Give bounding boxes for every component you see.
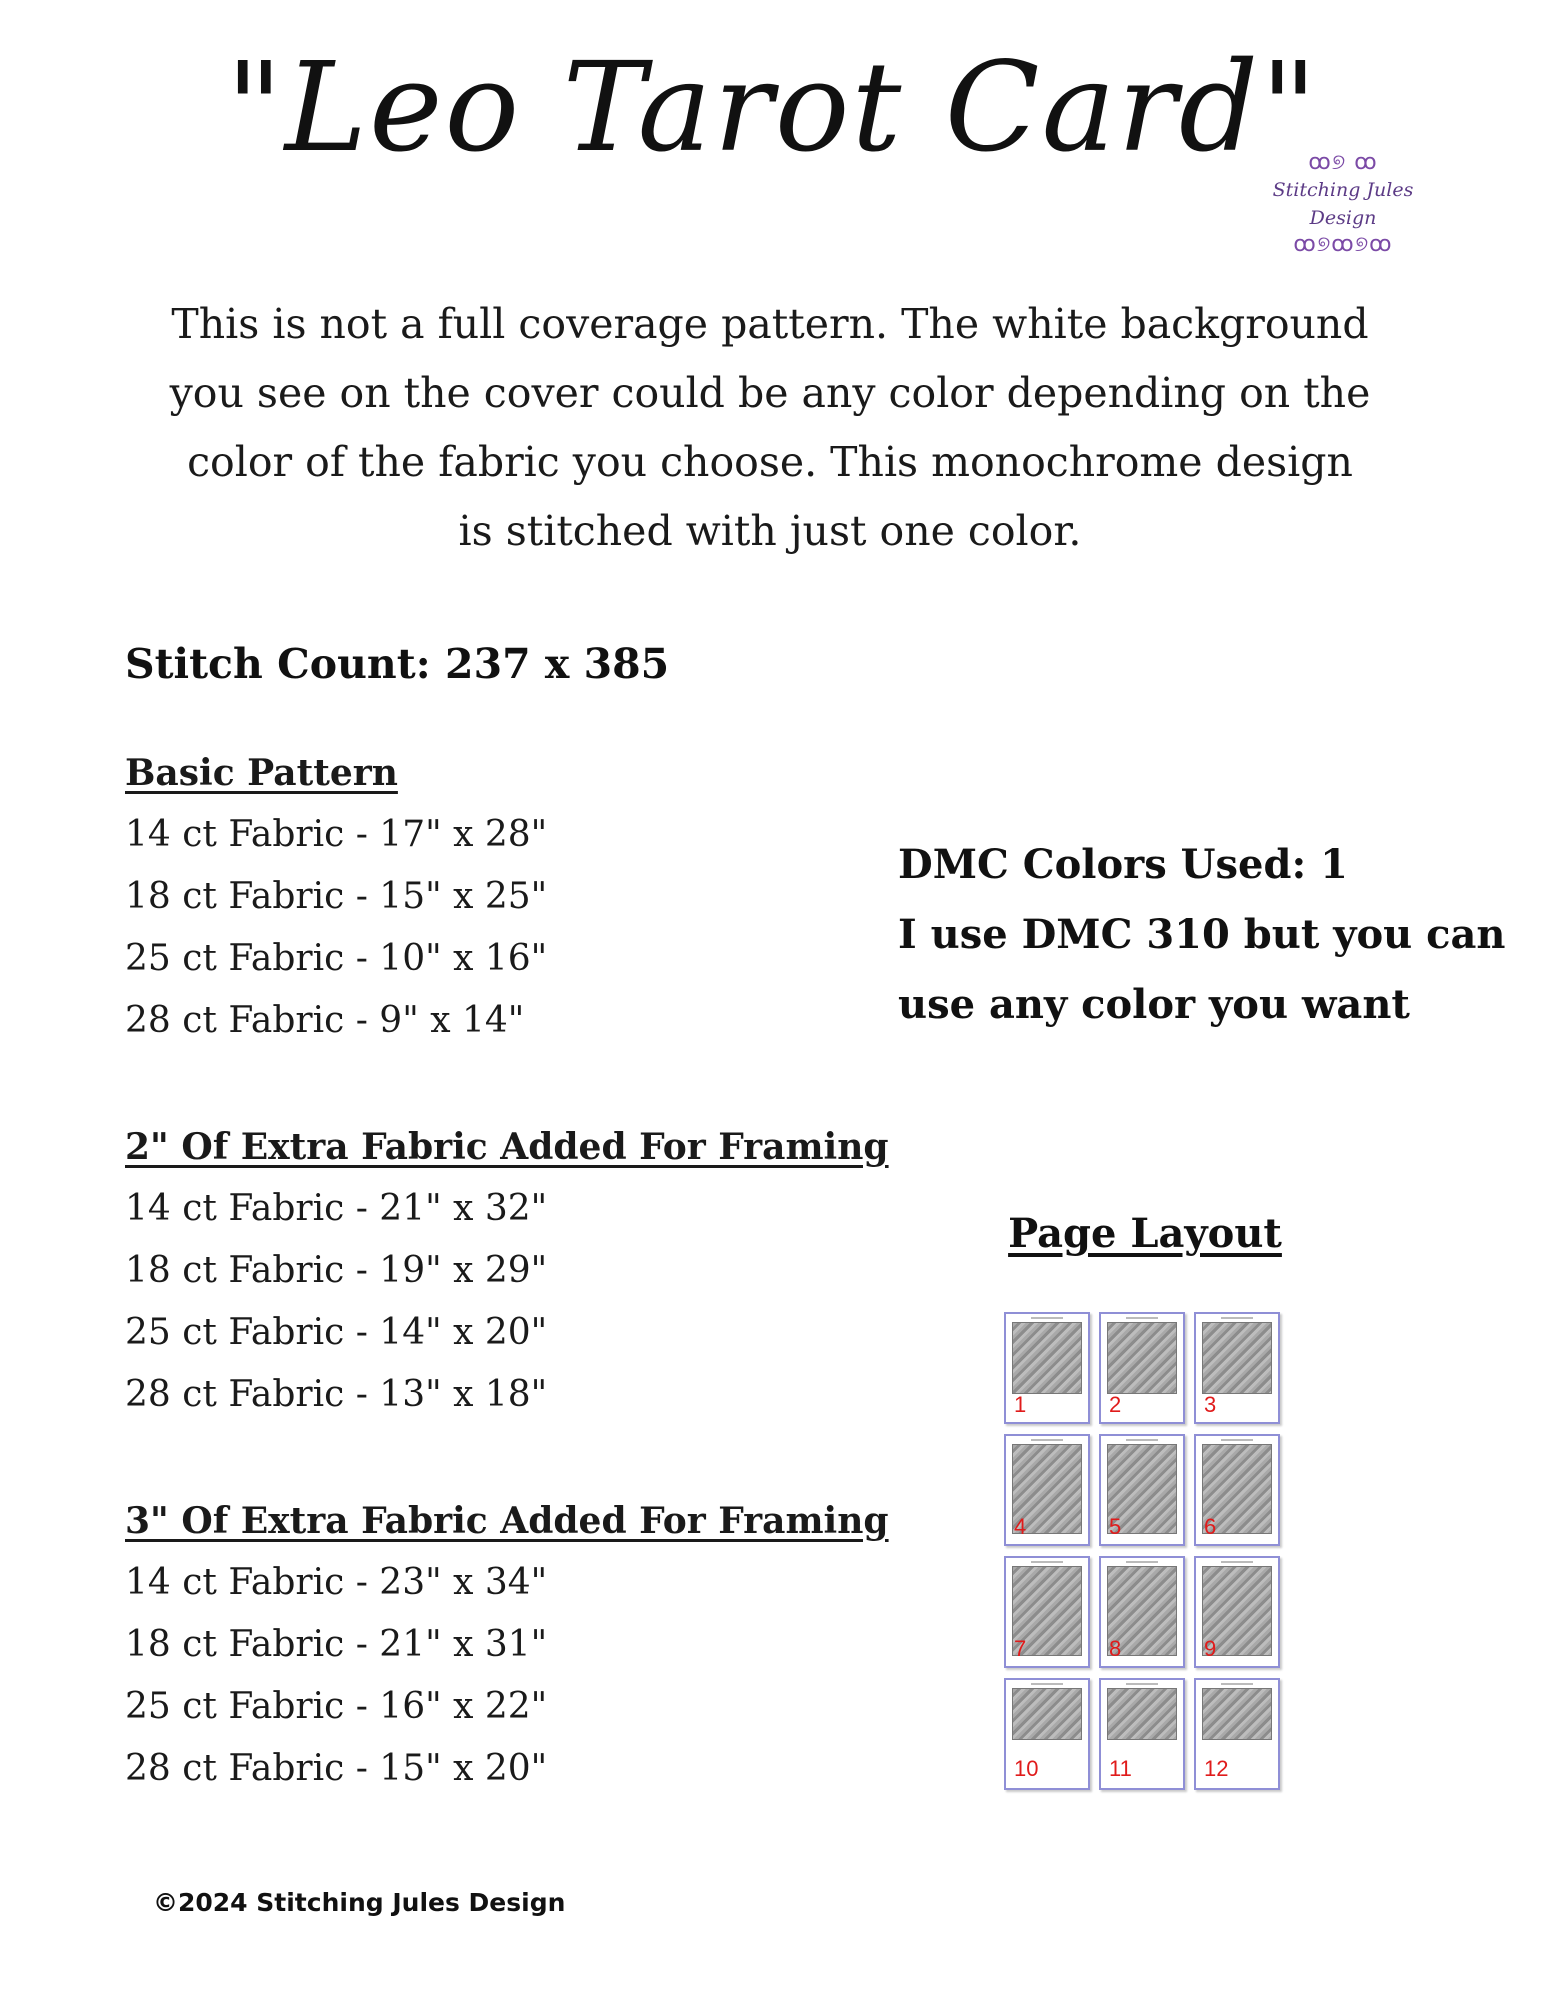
page-layout-title: Page Layout: [1008, 1210, 1282, 1257]
page-thumbnail: [1004, 1678, 1090, 1790]
fabric-size-row: 25 ct Fabric - 16" x 22": [125, 1686, 548, 1727]
pattern-preview: [1107, 1322, 1177, 1394]
page-number: 3: [1204, 1392, 1217, 1417]
page-number: 8: [1109, 1636, 1122, 1661]
logo-text: Stitching Jules Design: [1272, 179, 1414, 229]
dmc-line: I use DMC 310 but you can: [898, 911, 1506, 958]
pattern-preview: [1202, 1688, 1272, 1740]
section-heading: Basic Pattern: [125, 752, 398, 794]
fabric-size-row: 18 ct Fabric - 15" x 25": [125, 876, 548, 917]
pattern-preview: [1012, 1688, 1082, 1740]
basic-pattern-section: [125, 742, 547, 1052]
intro-line: is stitched with just one color.: [458, 507, 1082, 555]
page-thumbnail: [1004, 1556, 1090, 1668]
brand-logo: [1238, 150, 1448, 265]
page-thumbnail: [1099, 1678, 1185, 1790]
page-number: 10: [1014, 1756, 1039, 1781]
fabric-size-row: 28 ct Fabric - 15" x 20": [125, 1748, 548, 1789]
page-number: 12: [1204, 1756, 1229, 1781]
page-number: 1: [1014, 1392, 1027, 1417]
fabric-size-row: 14 ct Fabric - 23" x 34": [125, 1562, 548, 1603]
intro-line: This is not a full coverage pattern. The white background: [171, 300, 1369, 348]
page-thumbnail: [1004, 1434, 1090, 1546]
fabric-size-row: 14 ct Fabric - 17" x 28": [125, 814, 548, 855]
page-number: 11: [1109, 1756, 1132, 1781]
page-number: 2: [1109, 1392, 1122, 1417]
dmc-line: use any color you want: [898, 981, 1410, 1028]
pattern-preview: [1012, 1322, 1082, 1394]
fabric-size-row: 18 ct Fabric - 21" x 31": [125, 1624, 548, 1665]
dmc-colors-info: [898, 830, 1506, 1040]
page-number: 5: [1109, 1514, 1122, 1539]
stitch-count: Stitch Count: 237 x 385: [125, 640, 670, 688]
page-number: 6: [1204, 1514, 1217, 1539]
page-number: 4: [1014, 1514, 1027, 1539]
pattern-preview: [1202, 1322, 1272, 1394]
page-thumbnail: [1099, 1556, 1185, 1668]
page-thumbnail: [1099, 1312, 1185, 1424]
page-layout-grid: [1004, 1312, 1286, 1792]
logo-swirl-bottom: ꝏ୭ꝏ୭ꝏ: [1293, 232, 1393, 257]
pattern-preview: [1107, 1688, 1177, 1740]
page-thumbnail: [1004, 1312, 1090, 1424]
fabric-size-row: 28 ct Fabric - 13" x 18": [125, 1374, 548, 1415]
intro-paragraph: [150, 290, 1390, 566]
fabric-size-row: 28 ct Fabric - 9" x 14": [125, 1000, 525, 1041]
page-thumbnail: [1194, 1312, 1280, 1424]
page-title: "Leo Tarot Card": [225, 36, 1320, 180]
fabric-size-row: 18 ct Fabric - 19" x 29": [125, 1250, 548, 1291]
section-heading: 2" Of Extra Fabric Added For Framing: [125, 1126, 889, 1168]
page-thumbnail: [1194, 1556, 1280, 1668]
fabric-size-row: 25 ct Fabric - 14" x 20": [125, 1312, 548, 1353]
copyright-footer: ©2024 Stitching Jules Design: [153, 1888, 566, 1917]
intro-line: you see on the cover could be any color depending on the: [169, 369, 1371, 417]
section-heading: 3" Of Extra Fabric Added For Framing: [125, 1500, 889, 1542]
page-thumbnail: [1194, 1678, 1280, 1790]
page-number: 9: [1204, 1636, 1217, 1661]
intro-line: color of the fabric you choose. This monochrome design: [187, 438, 1353, 486]
dmc-line: DMC Colors Used: 1: [898, 841, 1348, 888]
fabric-size-row: 14 ct Fabric - 21" x 32": [125, 1188, 548, 1229]
page-thumbnail: [1194, 1434, 1280, 1546]
fabric-size-row: 25 ct Fabric - 10" x 16": [125, 938, 548, 979]
extra-3in-section: [125, 1490, 889, 1800]
page-thumbnail: [1099, 1434, 1185, 1546]
logo-swirl-top: ꝏ୭ ꝏ: [1308, 150, 1378, 175]
page-number: 7: [1014, 1636, 1027, 1661]
extra-2in-section: [125, 1116, 889, 1426]
